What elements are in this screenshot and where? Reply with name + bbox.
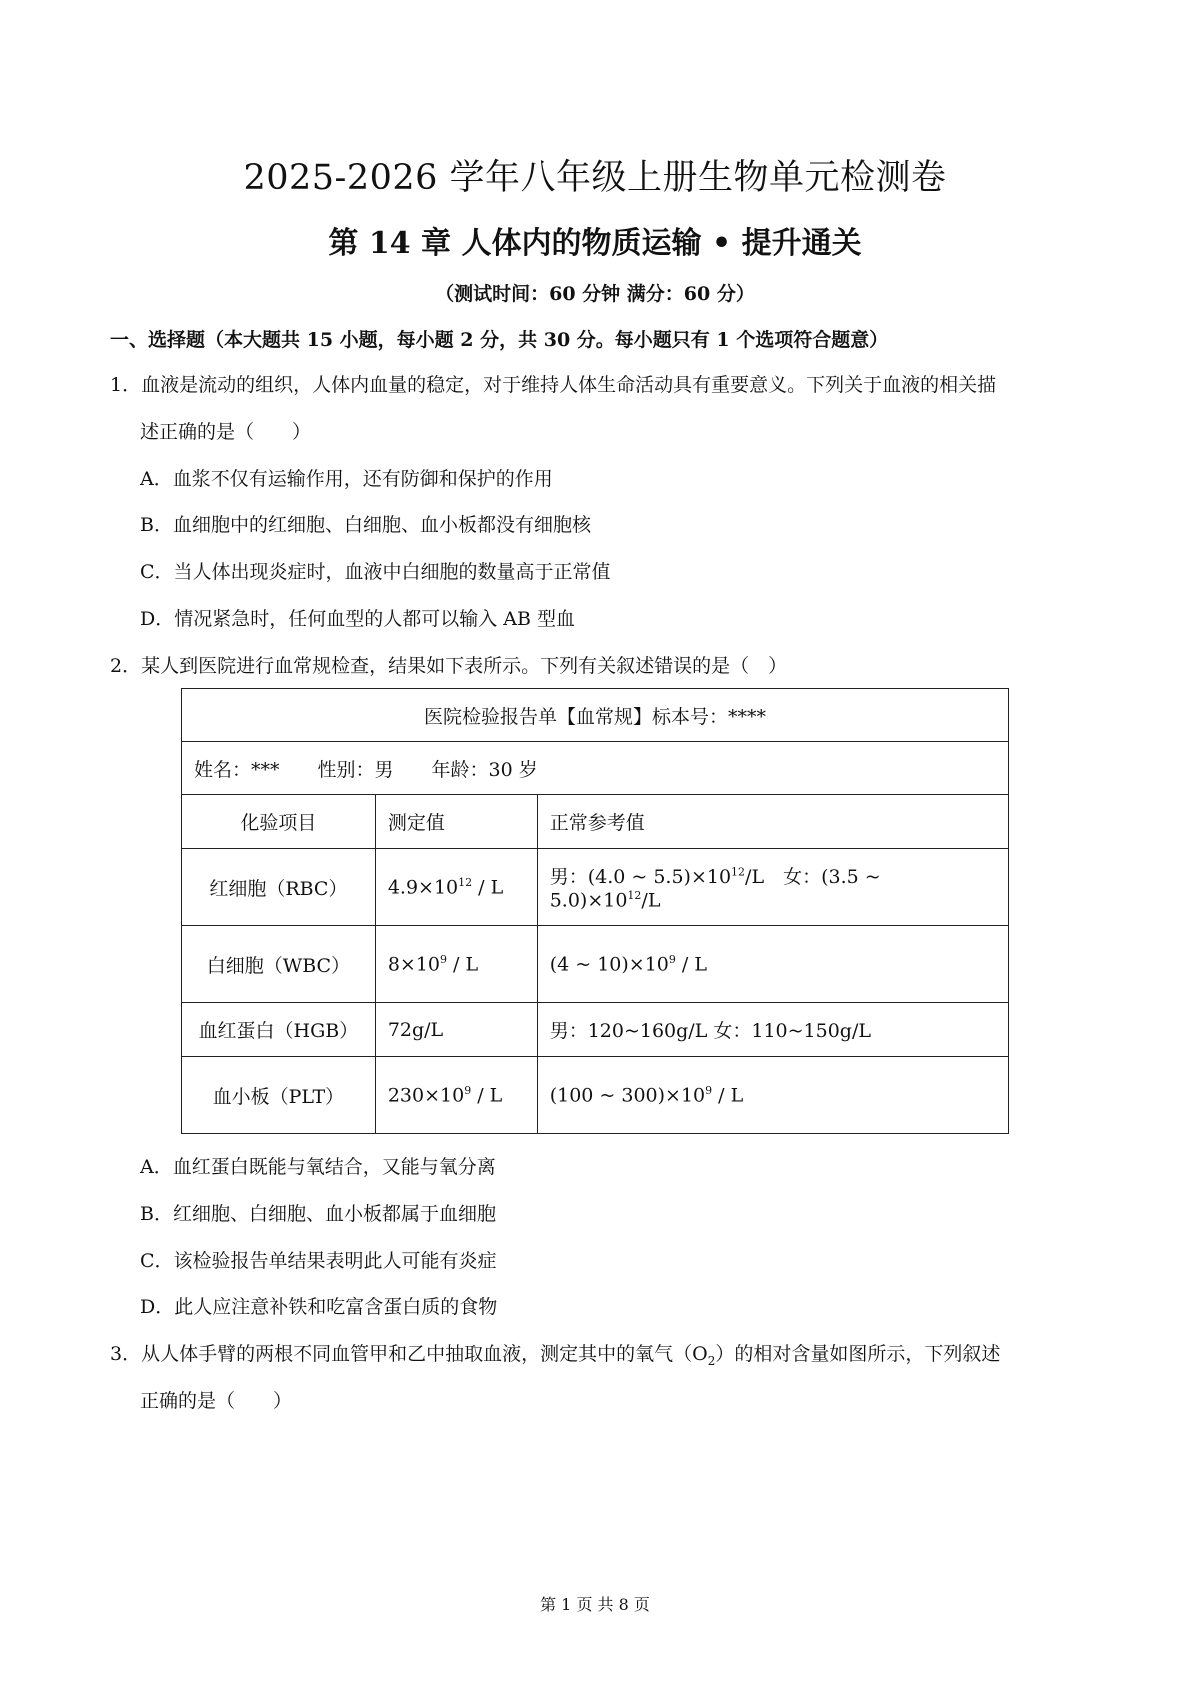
test-item: 血红蛋白（HGB）	[182, 1003, 376, 1057]
question-1-option-a: A．血浆不仅有运输作用，还有防御和保护的作用	[140, 468, 553, 490]
question-number: 3．	[110, 1343, 142, 1365]
test-value: $8\times 10^9 / L$	[375, 926, 537, 1003]
test-value: 72g/L	[375, 1003, 537, 1057]
test-item: 白细胞（WBC）	[182, 926, 376, 1003]
test-value: $4.9\times 10^{12} / L$	[375, 849, 537, 926]
table-row	[182, 926, 1009, 1003]
test-value: $230\times 10^9 / L$	[375, 1057, 537, 1134]
section-heading: 一、选择题（本大题共 15 小题，每小题 2 分，共 30 分。每小题只有 1 个选项符合题意）	[110, 329, 889, 351]
patient-info: 姓名：*** 性别：男 年龄：30 岁	[182, 742, 1009, 795]
question-2-option-c: C．该检验报告单结果表明此人可能有炎症	[140, 1250, 497, 1272]
reference-range: (4 ~ $10)\times 10^9 / L$	[537, 926, 1008, 1003]
table-row	[182, 1057, 1009, 1134]
question-stem: 血液是流动的组织，人体内血量的稳定，对于维持人体生命活动具有重要意义。下列关于血液的相关描	[141, 374, 997, 396]
reference-range: 男：(4.0 ~ $5.5)\times 10^{12}/L$ 女：(3.5 ~ $5.0)\times 10^{12}/L$	[537, 849, 1008, 926]
question-number: 2．	[110, 655, 142, 677]
question-2-option-a: A．血红蛋白既能与氧结合，又能与氧分离	[140, 1156, 496, 1178]
question-2-option-b: B．红细胞、白细胞、血小板都属于血细胞	[140, 1203, 496, 1225]
column-header-value: 测定值	[375, 795, 537, 849]
question-2-line-1	[110, 653, 787, 679]
table-row	[182, 849, 1009, 926]
question-1-line-2: 述正确的是（ ）	[140, 421, 312, 443]
question-1-option-c: C．当人体出现炎症时，血液中白细胞的数量高于正常值	[140, 561, 611, 583]
column-header-reference: 正常参考值	[537, 795, 1008, 849]
question-3-line-2: 正确的是（ ）	[140, 1390, 293, 1412]
question-number: 1．	[110, 374, 142, 396]
question-stem: 某人到医院进行血常规检查，结果如下表所示。下列有关叙述错误的是（ ）	[141, 655, 788, 677]
reference-range: (100 ~ $300)\times 10^9 / L$	[537, 1057, 1008, 1134]
question-2-option-d: D．此人应注意补铁和吃富含蛋白质的食物	[140, 1296, 498, 1318]
exam-title: 2025-2026 学年八年级上册生物单元检测卷	[243, 158, 947, 198]
question-3-line-1: 3．从人体手臂的两根不同血管甲和乙中抽取血液，测定其中的氧气$(O_2)$的相对含量如图所示，下列叙述	[110, 1343, 1001, 1368]
test-item: 血小板（PLT）	[182, 1057, 376, 1134]
question-1-line-1	[110, 372, 996, 398]
question-1-option-b: B．血细胞中的红细胞、白细胞、血小板都没有细胞核	[140, 514, 591, 536]
chapter-title: 第 14 章 人体内的物质运输 • 提升通关	[328, 226, 862, 261]
column-header-item: 化验项目	[182, 795, 376, 849]
question-1-option-d: D．情况紧急时，任何血型的人都可以输入 AB 型血	[140, 608, 575, 630]
blood-test-report-table	[181, 688, 1009, 1134]
test-item: 红细胞（RBC）	[182, 849, 376, 926]
exam-meta: （测试时间：60 分钟 满分：60 分）	[435, 283, 755, 305]
report-title: 医院检验报告单【血常规】标本号：****	[182, 689, 1009, 742]
table-row	[182, 1003, 1009, 1057]
reference-range: 男：120~160g/L 女：110~150g/L	[537, 1003, 1008, 1057]
page-footer: 第 1 页 共 8 页	[540, 1595, 650, 1614]
